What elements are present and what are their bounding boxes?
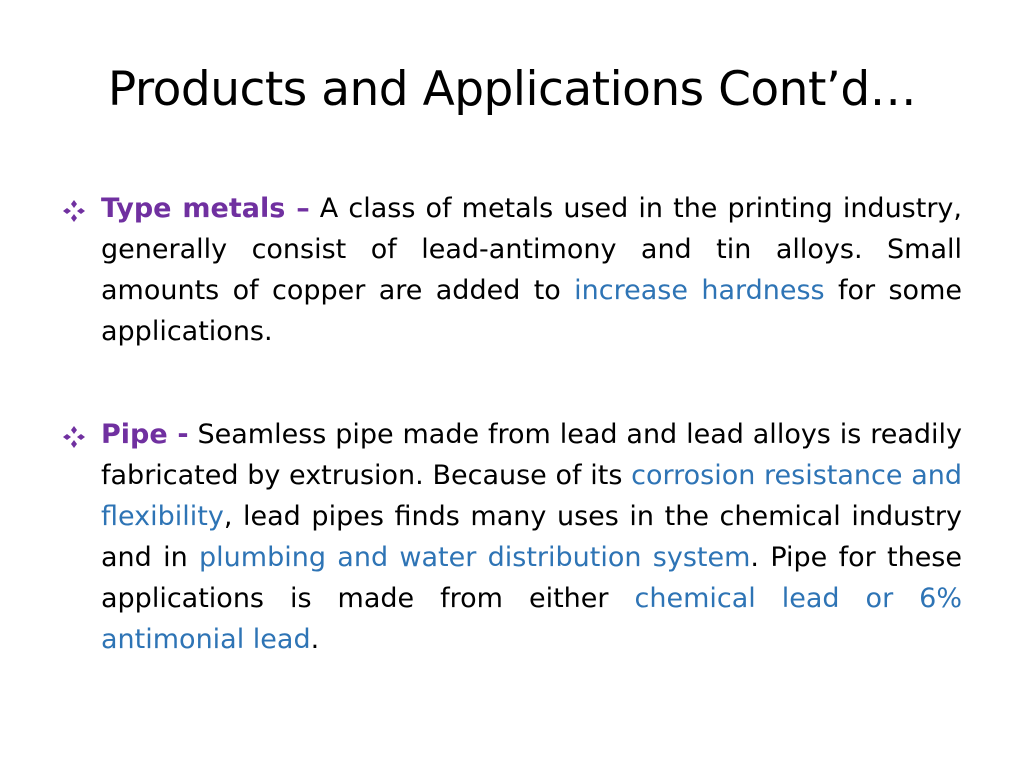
four-diamond-bullet-icon [62,425,86,449]
bullet-item-type-metals [60,188,962,352]
bullet-list [60,188,962,660]
highlighted-phrase: increase hardness [574,275,825,306]
highlighted-phrase: corrosion resistance and flexibility [101,460,962,532]
highlighted-phrase: chemical lead or 6% antimonial lead [101,583,962,655]
bullet-text: . Pipe for these applications is made from either [101,542,962,614]
bullet-text: . [310,624,320,655]
highlighted-phrase: plumbing and water distribution system [199,542,751,573]
four-diamond-bullet-icon [62,199,86,223]
bullet-text: for some applications. [101,275,962,347]
bullet-item-pipe [60,414,962,660]
bullet-text: , lead pipes finds many uses in the chemical industry and in [101,501,962,573]
bullet-term: Type metals – [101,193,310,224]
bullet-text: A class of metals used in the printing industry, generally consist of lead-antimony and tin alloys. Small amounts of copper are added to [101,193,962,306]
bullet-term: Pipe - [101,419,189,450]
bullet-text: Seamless pipe made from lead and lead alloys is readily fabricated by extrusion. Because of its [101,419,963,491]
slide-title: Products and Applications Cont’d… [107,62,917,117]
